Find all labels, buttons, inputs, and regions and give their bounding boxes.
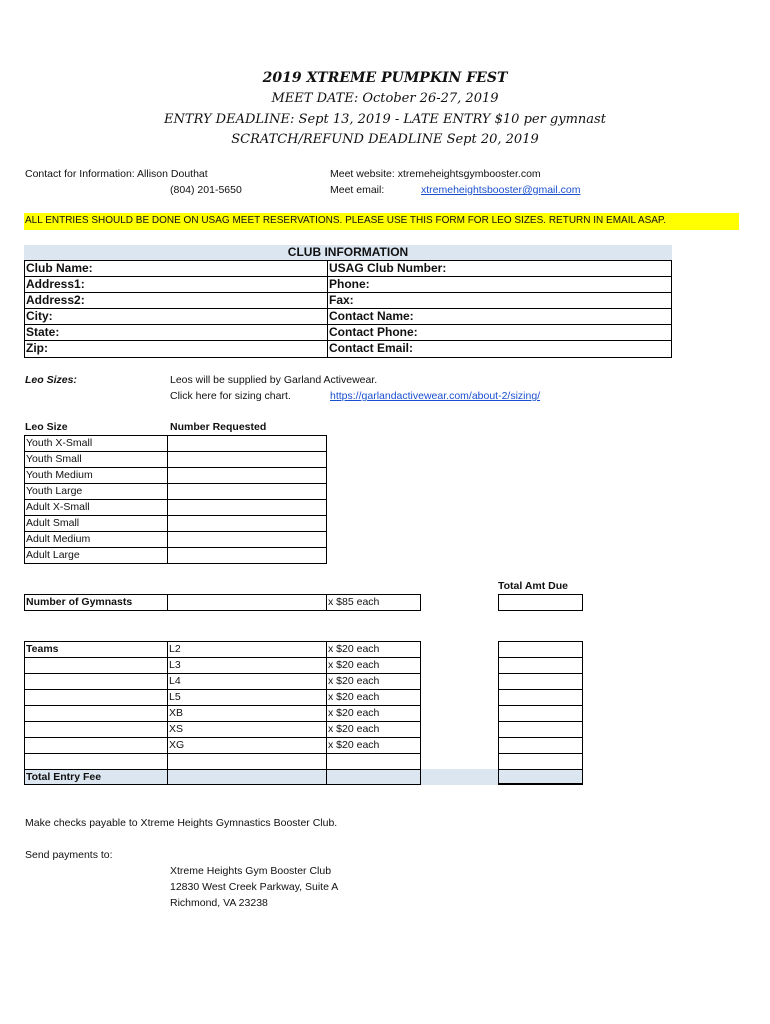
team-level[interactable]: L2 — [167, 641, 327, 658]
team-amt-due[interactable] — [498, 753, 583, 770]
total-entry-fee-label: Total Entry Fee — [24, 769, 168, 785]
team-rate: x $20 each — [326, 641, 421, 658]
number-requested-input[interactable] — [167, 547, 327, 564]
club-info-field-label[interactable]: Contact Phone: — [329, 325, 418, 339]
teams-cell — [24, 705, 168, 722]
club-info-row — [25, 277, 671, 293]
checks-payable-text: Make checks payable to Xtreme Heights Gymnastics Booster Club. — [25, 817, 338, 829]
team-rate: x $20 each — [326, 705, 421, 722]
club-info-heading: CLUB INFORMATION — [24, 245, 672, 260]
leo-size-cell: Youth X-Small — [24, 435, 168, 452]
page-title: 2019 XTREME PUMPKIN FEST — [262, 70, 508, 86]
team-amt-due[interactable] — [498, 689, 583, 706]
number-requested-input[interactable] — [167, 467, 327, 484]
club-info-row — [25, 309, 671, 325]
number-requested-input[interactable] — [167, 483, 327, 500]
leo-size-column-header: Leo Size — [25, 421, 68, 433]
club-info-field-label[interactable]: Club Name: — [25, 261, 328, 276]
club-info-field-label[interactable]: Address2: — [25, 293, 328, 308]
team-level[interactable]: L5 — [167, 689, 327, 706]
leo-sizes-label: Leo Sizes: — [25, 374, 77, 386]
leo-size-cell: Youth Medium — [24, 467, 168, 484]
team-level[interactable]: XS — [167, 721, 327, 738]
leo-size-cell: Youth Small — [24, 451, 168, 468]
number-requested-input[interactable] — [167, 515, 327, 532]
team-amt-due[interactable] — [498, 705, 583, 722]
address-line-2: 12830 West Creek Parkway, Suite A — [170, 881, 339, 893]
gymnast-amt-due[interactable] — [498, 594, 583, 611]
leo-size-cell: Adult X-Small — [24, 499, 168, 516]
entry-deadline: ENTRY DEADLINE: Sept 13, 2019 - LATE ENTRY $10 per gymnast — [164, 112, 606, 127]
leo-supplied-text: Leos will be supplied by Garland Activewear. — [170, 374, 378, 386]
send-payments-label: Send payments to: — [25, 849, 113, 861]
team-level[interactable]: L4 — [167, 673, 327, 690]
teams-cell — [24, 753, 168, 770]
gymnast-rate: x $85 each — [326, 594, 421, 611]
club-info-field-label[interactable]: Zip: — [25, 341, 328, 357]
club-info-row — [25, 341, 671, 357]
team-level[interactable]: XG — [167, 737, 327, 754]
sizing-chart-text: Click here for sizing chart. — [170, 390, 291, 402]
number-requested-input[interactable] — [167, 531, 327, 548]
team-rate: x $20 each — [326, 737, 421, 754]
total-amt-due-header: Total Amt Due — [498, 580, 568, 592]
club-info-field-label[interactable]: Phone: — [329, 277, 370, 291]
entries-banner: ALL ENTRIES SHOULD BE DONE ON USAG MEET RESERVATIONS. PLEASE USE THIS FORM FOR LEO SIZES. RETURN IN EMAIL ASAP. — [24, 213, 739, 230]
meet-date: MEET DATE: October 26-27, 2019 — [271, 91, 499, 106]
contact-label: Contact for Information: Allison Douthat — [25, 168, 208, 180]
teams-label: Teams — [24, 641, 168, 658]
club-info-field-label[interactable]: State: — [25, 325, 328, 340]
club-info-field-label[interactable]: USAG Club Number: — [329, 261, 447, 275]
team-rate — [326, 753, 421, 770]
leo-size-cell: Adult Medium — [24, 531, 168, 548]
total-entry-fee-blank — [167, 769, 327, 785]
club-info-row — [25, 293, 671, 309]
address-line-1: Xtreme Heights Gym Booster Club — [170, 865, 332, 877]
teams-cell — [24, 673, 168, 690]
team-level[interactable]: XB — [167, 705, 327, 722]
team-rate: x $20 each — [326, 673, 421, 690]
teams-cell — [24, 689, 168, 706]
teams-cell — [24, 737, 168, 754]
club-info-row — [25, 325, 671, 341]
club-info-field-label[interactable]: Contact Email: — [329, 341, 414, 355]
num-gymnasts-input[interactable] — [167, 594, 327, 611]
team-amt-due[interactable] — [498, 641, 583, 658]
contact-phone: (804) 201-5650 — [170, 184, 242, 196]
num-gymnasts-label: Number of Gymnasts — [24, 594, 168, 611]
team-rate: x $20 each — [326, 689, 421, 706]
club-info-field-label[interactable]: Fax: — [329, 293, 354, 307]
leo-size-cell: Youth Large — [24, 483, 168, 500]
club-info-row — [25, 261, 671, 277]
club-info-field-label[interactable]: Contact Name: — [329, 309, 414, 323]
team-rate: x $20 each — [326, 721, 421, 738]
scratch-deadline: SCRATCH/REFUND DEADLINE Sept 20, 2019 — [231, 132, 539, 147]
total-entry-fee-amt[interactable] — [498, 769, 583, 785]
club-info-grid — [24, 260, 672, 358]
team-rate: x $20 each — [326, 657, 421, 674]
number-requested-input[interactable] — [167, 451, 327, 468]
team-level[interactable]: L3 — [167, 657, 327, 674]
team-amt-due[interactable] — [498, 673, 583, 690]
team-amt-due[interactable] — [498, 657, 583, 674]
number-requested-column-header: Number Requested — [170, 421, 267, 433]
total-entry-fee-rate — [326, 769, 421, 785]
meet-email-link[interactable]: xtremeheightsbooster@gmail.com — [421, 184, 581, 196]
number-requested-input[interactable] — [167, 499, 327, 516]
teams-cell — [24, 721, 168, 738]
team-level[interactable] — [167, 753, 327, 770]
sizing-chart-link[interactable]: https://garlandactivewear.com/about-2/sizing/ — [330, 390, 541, 402]
address-line-3: Richmond, VA 23238 — [170, 897, 268, 909]
meet-email-label: Meet email: — [330, 184, 385, 196]
leo-size-cell: Adult Small — [24, 515, 168, 532]
meet-website: Meet website: xtremeheightsgymbooster.com — [330, 168, 541, 180]
teams-cell — [24, 657, 168, 674]
club-info-field-label[interactable]: City: — [25, 309, 328, 324]
club-info-field-label[interactable]: Address1: — [25, 277, 328, 292]
leo-size-cell: Adult Large — [24, 547, 168, 564]
number-requested-input[interactable] — [167, 435, 327, 452]
team-amt-due[interactable] — [498, 721, 583, 738]
team-amt-due[interactable] — [498, 737, 583, 754]
